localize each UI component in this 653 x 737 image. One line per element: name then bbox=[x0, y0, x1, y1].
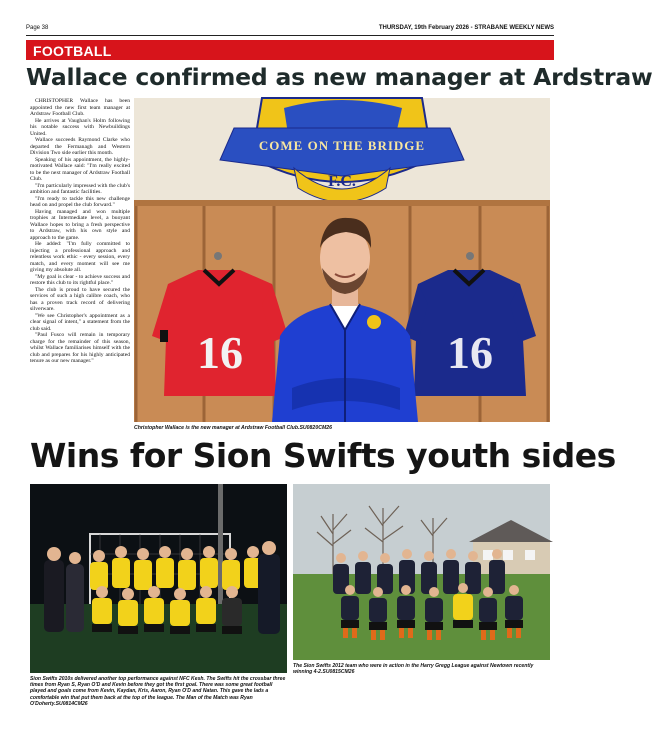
red-shirt bbox=[152, 270, 288, 396]
story1-headline: Wallace confirmed as new manager at Ardstraw bbox=[26, 63, 653, 91]
page-header bbox=[26, 25, 554, 35]
navy-shirt bbox=[404, 270, 536, 396]
right-photo-caption: The Sion Swifts 2012 team who were in action in the Harry Gregg League against Newtown recently winning 4-2.SU0815CM26 bbox=[293, 663, 534, 676]
story1-paragraph: "I'm particularly impressed with the club's ambition and fantastic facilities. bbox=[30, 182, 130, 195]
section-banner bbox=[26, 40, 554, 60]
navy-shirt-number: 16 bbox=[447, 327, 493, 378]
manager-photo-caption: Christopher Wallace is the new manager at Ardstraw Football Club.SU0820CM26 bbox=[134, 425, 333, 431]
story1-paragraph: Speaking of his appointment, the highly-motivated Wallace said: "I'm really excited to be the next manager of Ardstraw Football Club. bbox=[30, 156, 130, 182]
story1-paragraph: Wallace succeeds Raymond Clarke who departed the Fermanagh and Western Division Two side earlier this month. bbox=[30, 137, 130, 156]
manager-photo bbox=[134, 98, 550, 422]
sion-swifts-2012-photo bbox=[293, 484, 550, 660]
header-rule bbox=[26, 35, 554, 36]
team-photo-night bbox=[30, 484, 287, 673]
story1-paragraph: "Paul Fusco will remain in temporary charge for the remainder of this season, whilst Wallace familiarises himself with the club and prepares for his highly anticipated tenure as our new manager." bbox=[30, 332, 130, 364]
story1-paragraph: "We see Christopher's appointment as a clear signal of intent," a statement from the club said. bbox=[30, 312, 130, 332]
story1-paragraph: CHRISTOPHER Wallace has been appointed the new first team manager at Ardstraw Football Club. bbox=[30, 98, 130, 117]
red-shirt-number: 16 bbox=[197, 327, 243, 378]
dateline: THURSDAY, 19th February 2026 - STRABANE WEEKLY NEWS bbox=[378, 25, 554, 31]
section-label: FOOTBALL bbox=[33, 43, 112, 59]
story1-paragraph: "I'm ready to tackle this new challenge head on and propel the club forward." bbox=[30, 195, 130, 208]
club-badge bbox=[367, 315, 381, 329]
sion-swifts-2010s-photo bbox=[30, 484, 287, 673]
story1-paragraph: "My goal is clear - to achieve success and restore this club to its rightful place." bbox=[30, 273, 130, 286]
left-photo-caption: Sion Swifts 2010s delivered another top performance against NFC Kesh. The Swifts hit the crossbar three times from Ryan S, Ryan O'D and Kevin before they got the first goal. There was some great football played and goals come from Kevin, Kaydan, Kris, Aaron, Ryan O'D and Natan. This gave the lads a comfortable win that put them back at the top of the league. The Man of the Match was Ryan O'Doherty.SU0814CM26 bbox=[30, 676, 286, 707]
manager-photo-illustration bbox=[134, 98, 550, 422]
hook-right bbox=[466, 252, 474, 260]
page-number: Page 38 bbox=[26, 25, 49, 31]
story1-paragraph: He added: "I'm fully committed to injecting a professional approach and relentless work ethic - every session, every match, and every moment will see me giving my absolute all. bbox=[30, 241, 130, 273]
crest-banner-text: COME ON THE BRIDGE bbox=[258, 138, 426, 153]
story1-paragraph: He arrives at Vaughan's Holm following his notable success with Newbuildings United. bbox=[30, 117, 130, 137]
hook-left bbox=[214, 252, 222, 260]
story2-headline: Wins for Sion Swifts youth sides bbox=[30, 436, 616, 475]
story1-paragraph: The club is proud to have secured the services of such a high calibre coach, who has a proven track record of delivering silverware. bbox=[30, 286, 130, 312]
goalkeeper bbox=[453, 594, 473, 620]
story1-body bbox=[30, 98, 130, 436]
team-photo-day bbox=[293, 484, 550, 660]
story1-paragraph: Having managed and won multiple trophies at Intermediate level, a buoyant Wallace hopes to bring a fresh perspective to Ardstraw, with his own style and approach to the game. bbox=[30, 208, 130, 241]
crest-fc-text: F.C. bbox=[328, 173, 356, 190]
